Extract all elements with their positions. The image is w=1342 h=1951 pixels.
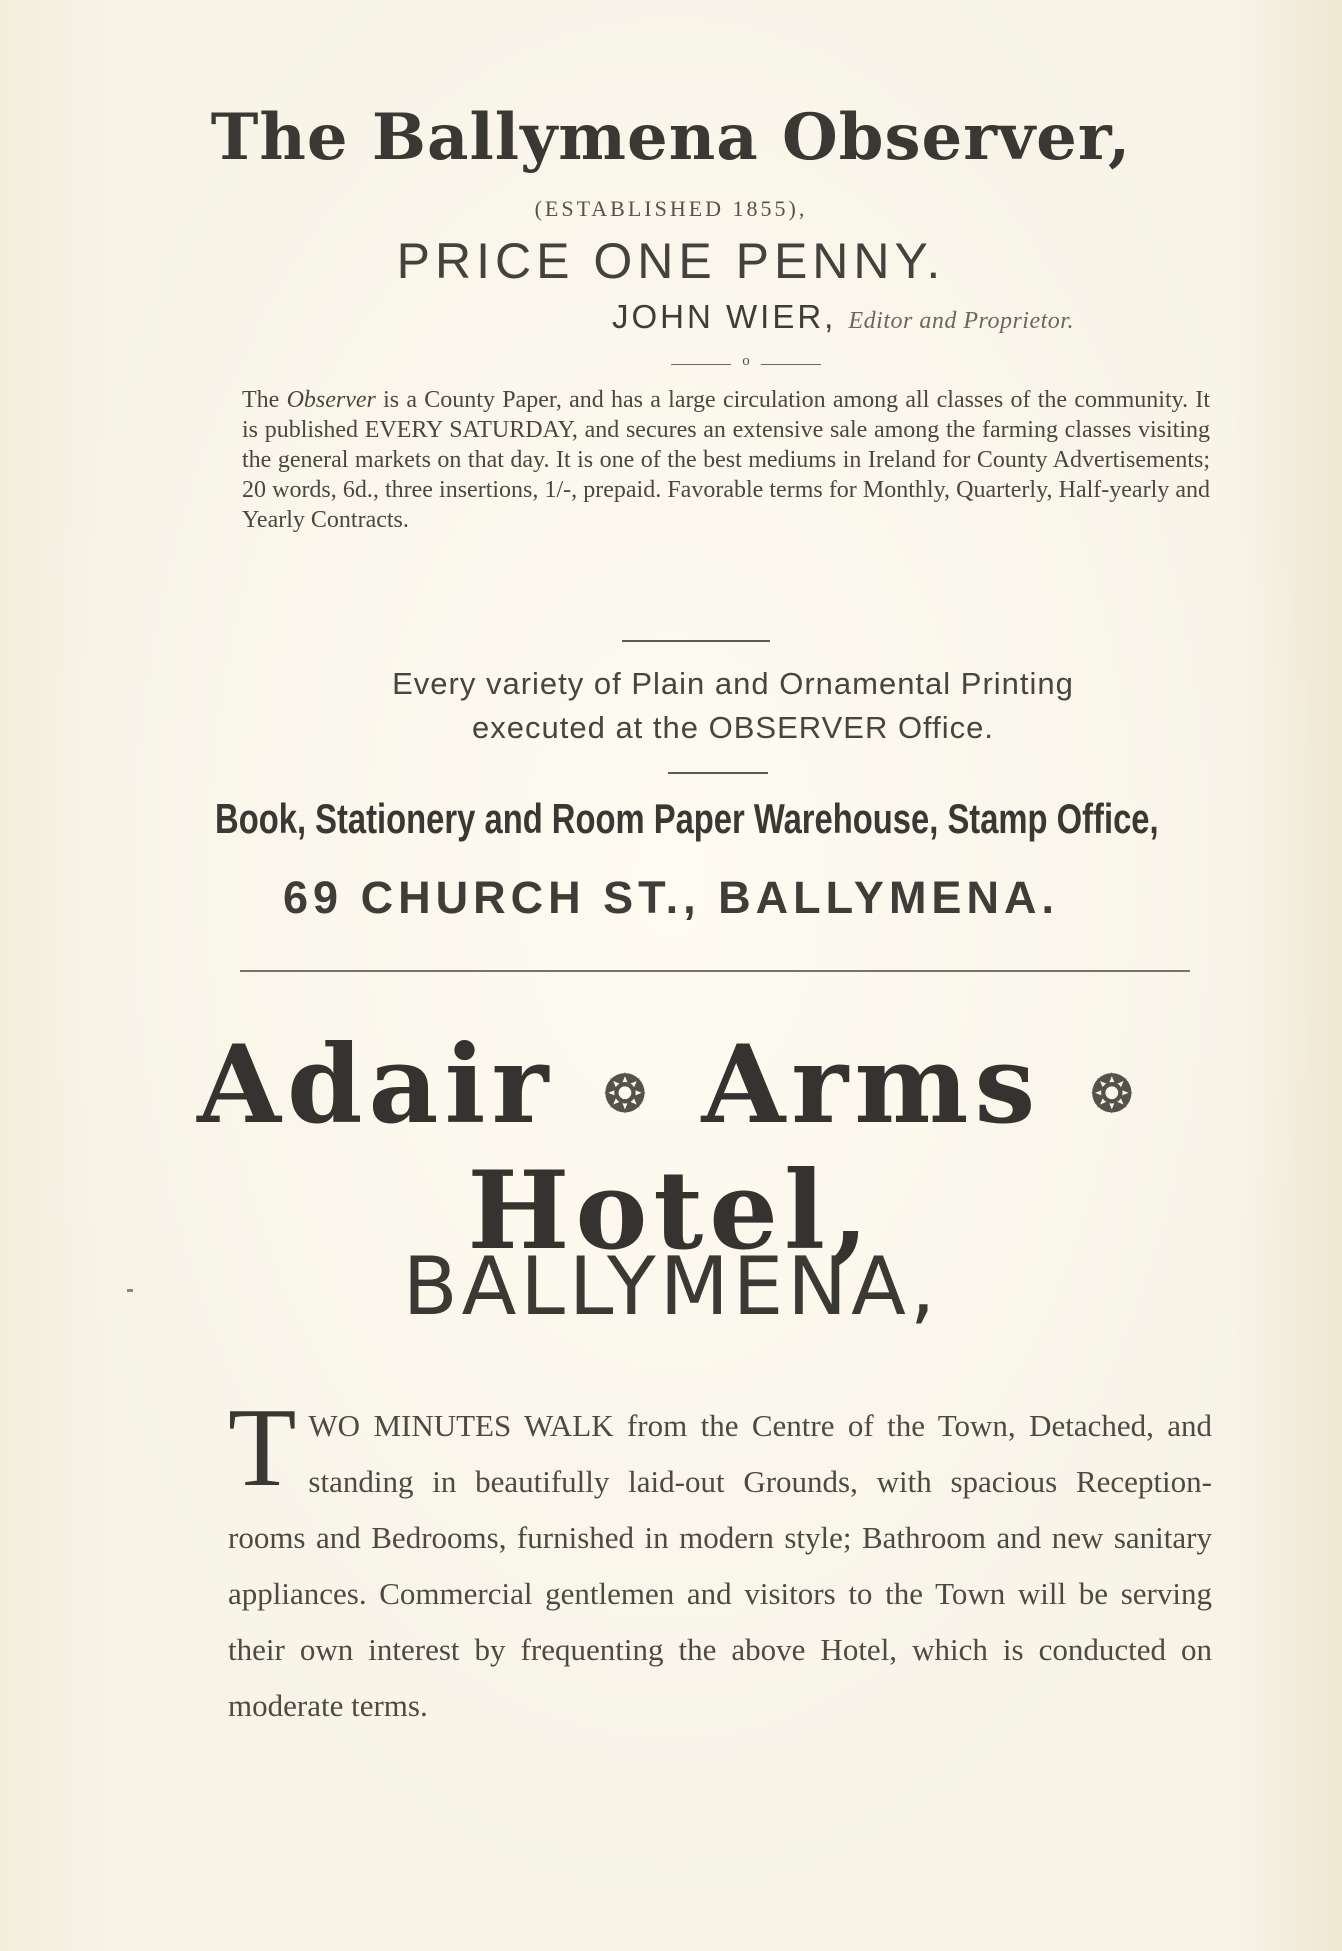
printing-line-2: executed at the OBSERVER Office. [472, 710, 994, 745]
hotel-name-word-2: Arms [701, 1022, 1042, 1148]
notice-paper-name: Observer [286, 387, 376, 413]
hotel-name-word-1: Adair [197, 1022, 555, 1148]
ornament-icon: ❂ [604, 1064, 652, 1124]
section-rule [668, 772, 768, 774]
newspaper-title: The Ballymena Observer, [210, 100, 1132, 175]
printing-line-1: Every variety of Plain and Ornamental Printing [392, 666, 1074, 701]
warehouse-address: 69 CHURCH ST., BALLYMENA. [283, 872, 1059, 923]
ink-speck [127, 1289, 133, 1292]
warehouse-line: Book, Stationery and Room Paper Warehouse, Stamp Office, [215, 795, 1159, 842]
ornament-icon: ❂ [1090, 1064, 1139, 1124]
hotel-description-text: WO MINUTES WALK from the Centre of the Town, Detached, and standing in beautifully laid-out Grounds, with spacious Reception-rooms and Bedrooms, furnished in modern style; Bathroom and new sanitary appliances. Commercial gentlemen and visitors to the Town will be serving their own interest by frequenting the above Hotel, which is conducted on moderate terms. [228, 1408, 1212, 1723]
ornamental-divider: o [671, 353, 821, 370]
editor-role: Editor and Proprietor. [848, 308, 1074, 334]
printing-notice [240, 662, 1226, 750]
section-rule-long [240, 970, 1190, 972]
established-line: (ESTABLISHED 1855), [534, 196, 808, 221]
editor-line [612, 298, 1074, 336]
hotel-name-word-3: Hotel, [467, 1148, 875, 1274]
drop-cap: T [228, 1386, 297, 1510]
notice-body: is a County Paper, and has a large circulation among all classes of the community. It is published EVERY SATURDAY, and secures an extensive sale among the farming classes visiting the general markets on that day. It is one of the best mediums in Ireland for County Advertisements; 20 words, 6d., three insertions, 1/-, prepaid. Favorable terms for Monthly, Quarterly, Half-yearly and Yearly Contracts. [242, 387, 1210, 533]
editor-name: JOHN WIER, [612, 298, 837, 335]
section-rule [622, 640, 770, 642]
newspaper-notice [242, 385, 1210, 535]
price-line: PRICE ONE PENNY. [396, 233, 946, 289]
notice-prefix: The [242, 387, 280, 413]
hotel-town: BALLYMENA, [402, 1240, 940, 1333]
hotel-name [0, 1022, 1342, 1274]
hotel-description [228, 1386, 1212, 1734]
